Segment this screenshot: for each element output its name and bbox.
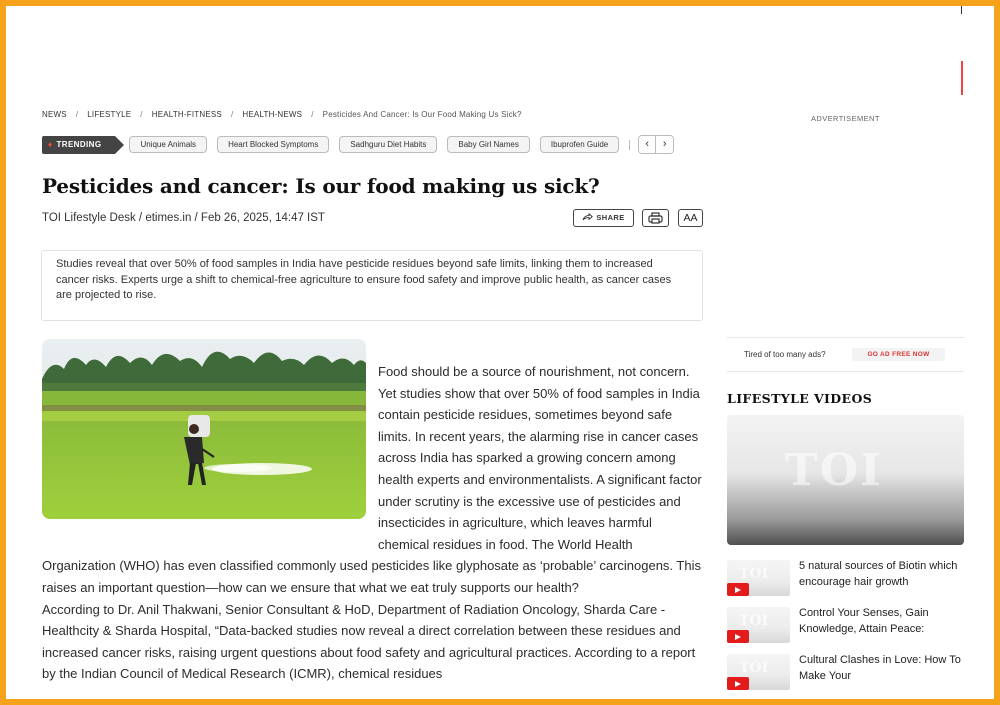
toi-watermark: TOI: [739, 613, 769, 629]
flame-icon: ♦: [48, 139, 53, 149]
breadcrumb-separator: /: [311, 110, 314, 119]
article-summary: Studies reveal that over 50% of food samples in India have pesticide residues beyond safe limits, linking them to increased cancer risks. Experts urge a shift to chemical-free agriculture to ensure food safety and improve public health, as cancer cases are projected to rise.: [41, 250, 703, 321]
featured-video[interactable]: [727, 415, 964, 545]
divider: [727, 337, 964, 338]
video-list-item[interactable]: [727, 560, 964, 596]
font-size-button[interactable]: AA: [678, 209, 703, 227]
scroll-marker: [961, 6, 962, 14]
page-viewport: [6, 6, 994, 699]
video-thumbnail: [727, 607, 790, 643]
article-byline: TOI Lifestyle Desk / etimes.in / Feb 26, 2025, 14:47 IST: [42, 212, 325, 224]
play-icon: [727, 677, 749, 690]
share-button[interactable]: [573, 209, 634, 227]
share-icon: [582, 213, 593, 221]
divider: [727, 371, 964, 372]
gallery-icon: [727, 583, 749, 596]
toi-watermark: TOI: [739, 566, 769, 582]
scroll-marker-red: [961, 61, 963, 95]
print-button[interactable]: [642, 209, 669, 227]
video-title[interactable]: Control Your Senses, Gain Knowledge, Attain Peace:: [799, 607, 929, 635]
lifestyle-videos-heading: LIFESTYLE VIDEOS: [727, 391, 873, 406]
go-ad-free-button[interactable]: GO AD FREE NOW: [852, 348, 945, 361]
trending-chip-unique-animals[interactable]: Unique Animals: [129, 136, 207, 153]
breadcrumb-separator: /: [140, 110, 143, 119]
adfree-question: Tired of too many ads?: [744, 350, 826, 359]
video-list-item[interactable]: [727, 654, 964, 690]
chip-divider: [629, 140, 630, 150]
video-title[interactable]: 5 natural sources of Biotin which encourage hair growth: [799, 560, 958, 588]
printer-icon: [648, 212, 663, 224]
image-float-spacer: [42, 361, 378, 536]
chevron-left-icon[interactable]: ‹: [639, 136, 656, 153]
article-body: [42, 361, 704, 685]
video-thumbnail: [727, 560, 790, 596]
trending-chip-baby-girl-names[interactable]: Baby Girl Names: [447, 136, 529, 153]
play-icon: [727, 630, 749, 643]
breadcrumb-health-fitness[interactable]: HEALTH-FITNESS: [151, 110, 222, 119]
trending-badge: [42, 136, 115, 154]
toi-watermark: TOI: [785, 445, 883, 496]
trending-chip-ibuprofen-guide[interactable]: Ibuprofen Guide: [540, 136, 619, 153]
breadcrumb-current: Pesticides And Cancer: Is Our Food Making Us Sick?: [322, 110, 522, 119]
breadcrumb-lifestyle[interactable]: LIFESTYLE: [87, 110, 132, 119]
video-title[interactable]: Cultural Clashes in Love: How To Make Your: [799, 654, 961, 682]
trending-chip-sadhguru-diet-habits[interactable]: Sadhguru Diet Habits: [339, 136, 437, 153]
breadcrumb-health-news[interactable]: HEALTH-NEWS: [242, 110, 303, 119]
advertisement-label: ADVERTISEMENT: [811, 114, 880, 123]
trending-label: TRENDING: [56, 139, 102, 149]
breadcrumb: [42, 110, 522, 119]
trending-chip-heart-blocked-symptoms[interactable]: Heart Blocked Symptoms: [217, 136, 329, 153]
video-thumbnail: [727, 654, 790, 690]
chevron-right-icon[interactable]: ›: [656, 136, 673, 153]
article-paragraph: Food should be a source of nourishment, not concern. Yet studies show that over 50% of food samples in India contain pesticide residues, sometimes beyond safe limits. In recent years, the alarming rise in cancer cases across India has sparked a growing concern among health experts and environmentalists. A significant factor under scrutiny is the excessive use of pesticides and insecticides in agriculture, which leaves harmful chemical residues in food. The World Health Organization (WHO) has even classified commonly used pesticides like glyphosate as ‘probable’ carcinogens. This raises an important question—how can we ensure that what we eat truly supports our health?: [42, 364, 702, 595]
video-list-item[interactable]: [727, 607, 964, 643]
toi-watermark: TOI: [739, 660, 769, 676]
breadcrumb-news[interactable]: NEWS: [42, 110, 67, 119]
share-label: SHARE: [596, 213, 625, 222]
article-headline: Pesticides and cancer: Is our food making us sick?: [42, 174, 600, 198]
trending-bar: [42, 135, 674, 154]
article-paragraph: According to Dr. Anil Thakwani, Senior Consultant & HoD, Department of Radiation Oncology, Sharda Care - Healthcity & Sharda Hospital, “Data-backed studies now reveal a direct correlation between these residues and increased cancer risks, raising urgent questions about food safety and agricultural practices. According to a report by the Indian Council of Medical Research (ICMR), chemical residues: [42, 601, 696, 682]
trending-nav: [638, 135, 674, 154]
breadcrumb-separator: /: [230, 110, 234, 119]
breadcrumb-separator: /: [75, 110, 79, 119]
